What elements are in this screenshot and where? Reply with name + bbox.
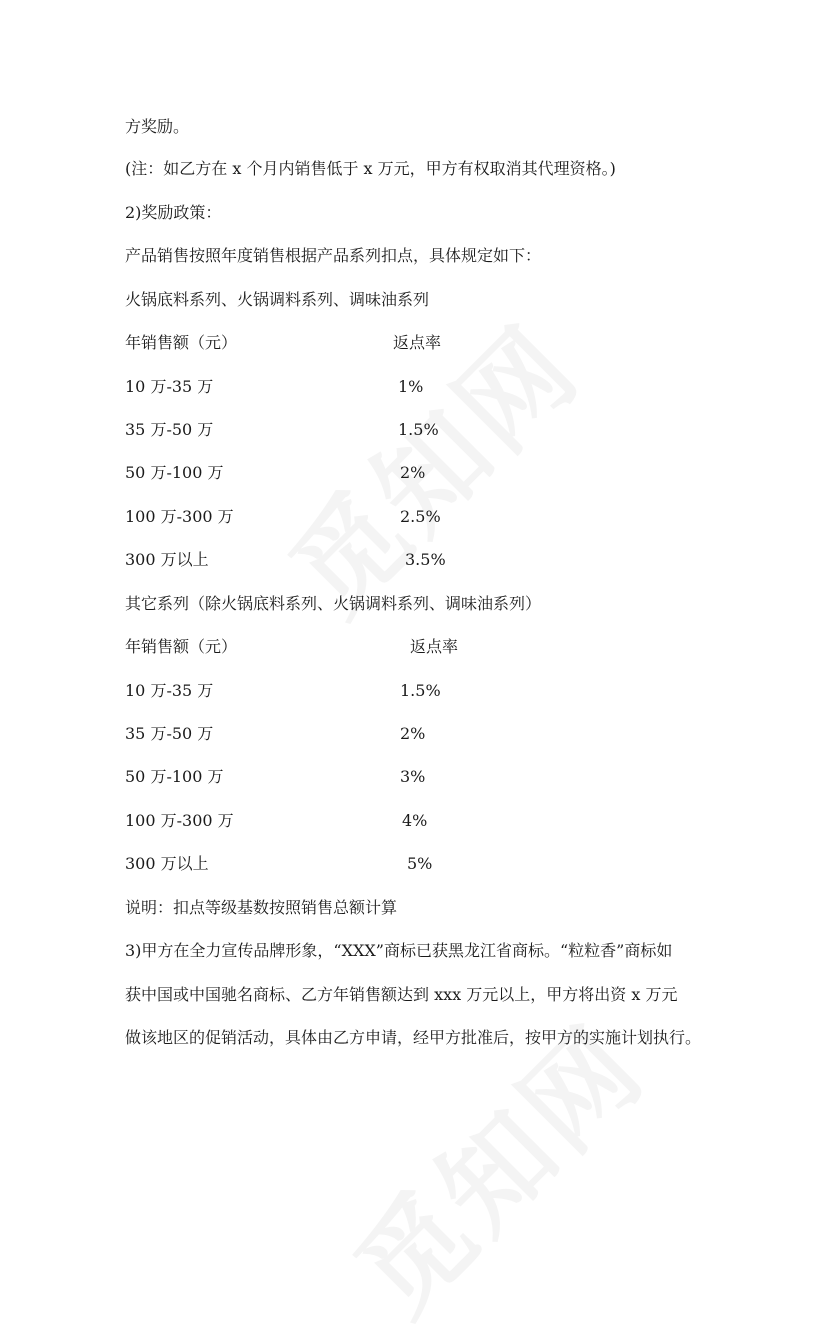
- table-row-rate: 2.5%: [400, 507, 441, 526]
- table-row-range: 100 万-300 万: [125, 507, 234, 526]
- table-row-rate: 1.5%: [398, 420, 439, 439]
- table-header-sales: 年销售额（元）: [125, 333, 238, 352]
- table-row-rate: 2%: [400, 724, 426, 743]
- table-row-range: 10 万-35 万: [125, 377, 214, 396]
- paragraph-policy-intro: 产品销售按照年度销售根据产品系列扣点，具体规定如下：: [125, 246, 542, 265]
- table-row-range: 300 万以上: [125, 854, 209, 873]
- table-row-range: 50 万-100 万: [125, 767, 224, 786]
- table-row-rate: 5%: [407, 854, 433, 873]
- paragraph-brand-promotion-3: 做该地区的促销活动，具体由乙方申请，经甲方批准后，按甲方的实施计划执行。: [125, 1028, 702, 1047]
- paragraph-reward-tail: 方奖励。: [125, 117, 190, 136]
- paragraph-brand-promotion-1: 3)甲方在全力宣传品牌形象，“XXX”商标已获黑龙江省商标。“粒粒香”商标如: [125, 941, 673, 960]
- table-row-range: 100 万-300 万: [125, 811, 234, 830]
- table-row-rate: 3%: [400, 767, 426, 786]
- paragraph-explanation: 说明：扣点等级基数按照销售总额计算: [125, 898, 398, 917]
- series-title-1: 火锅底料系列、火锅调料系列、调味油系列: [125, 290, 430, 309]
- series-title-2: 其它系列（除火锅底料系列、火锅调料系列、调味油系列）: [125, 594, 542, 613]
- table-row-range: 35 万-50 万: [125, 420, 214, 439]
- table-row-range: 10 万-35 万: [125, 681, 214, 700]
- table-row-range: 35 万-50 万: [125, 724, 214, 743]
- table-row-rate: 2%: [400, 463, 426, 482]
- table-row-rate: 1.5%: [400, 681, 441, 700]
- table-header-sales: 年销售额（元）: [125, 637, 238, 656]
- table-row-rate: 3.5%: [405, 550, 446, 569]
- section-heading-reward-policy: 2)奖励政策：: [125, 203, 222, 222]
- paragraph-note: (注：如乙方在 x 个月内销售低于 x 万元，甲方有权取消其代理资格。): [125, 159, 616, 178]
- table-row-range: 300 万以上: [125, 550, 209, 569]
- table-row-range: 50 万-100 万: [125, 463, 224, 482]
- table-row-rate: 4%: [402, 811, 428, 830]
- table-header-rate: 返点率: [393, 333, 442, 352]
- table-row-rate: 1%: [398, 377, 424, 396]
- paragraph-brand-promotion-2: 获中国或中国驰名商标、乙方年销售额达到 xxx 万元以上，甲方将出资 x 万元: [125, 985, 678, 1004]
- table-header-rate: 返点率: [410, 637, 459, 656]
